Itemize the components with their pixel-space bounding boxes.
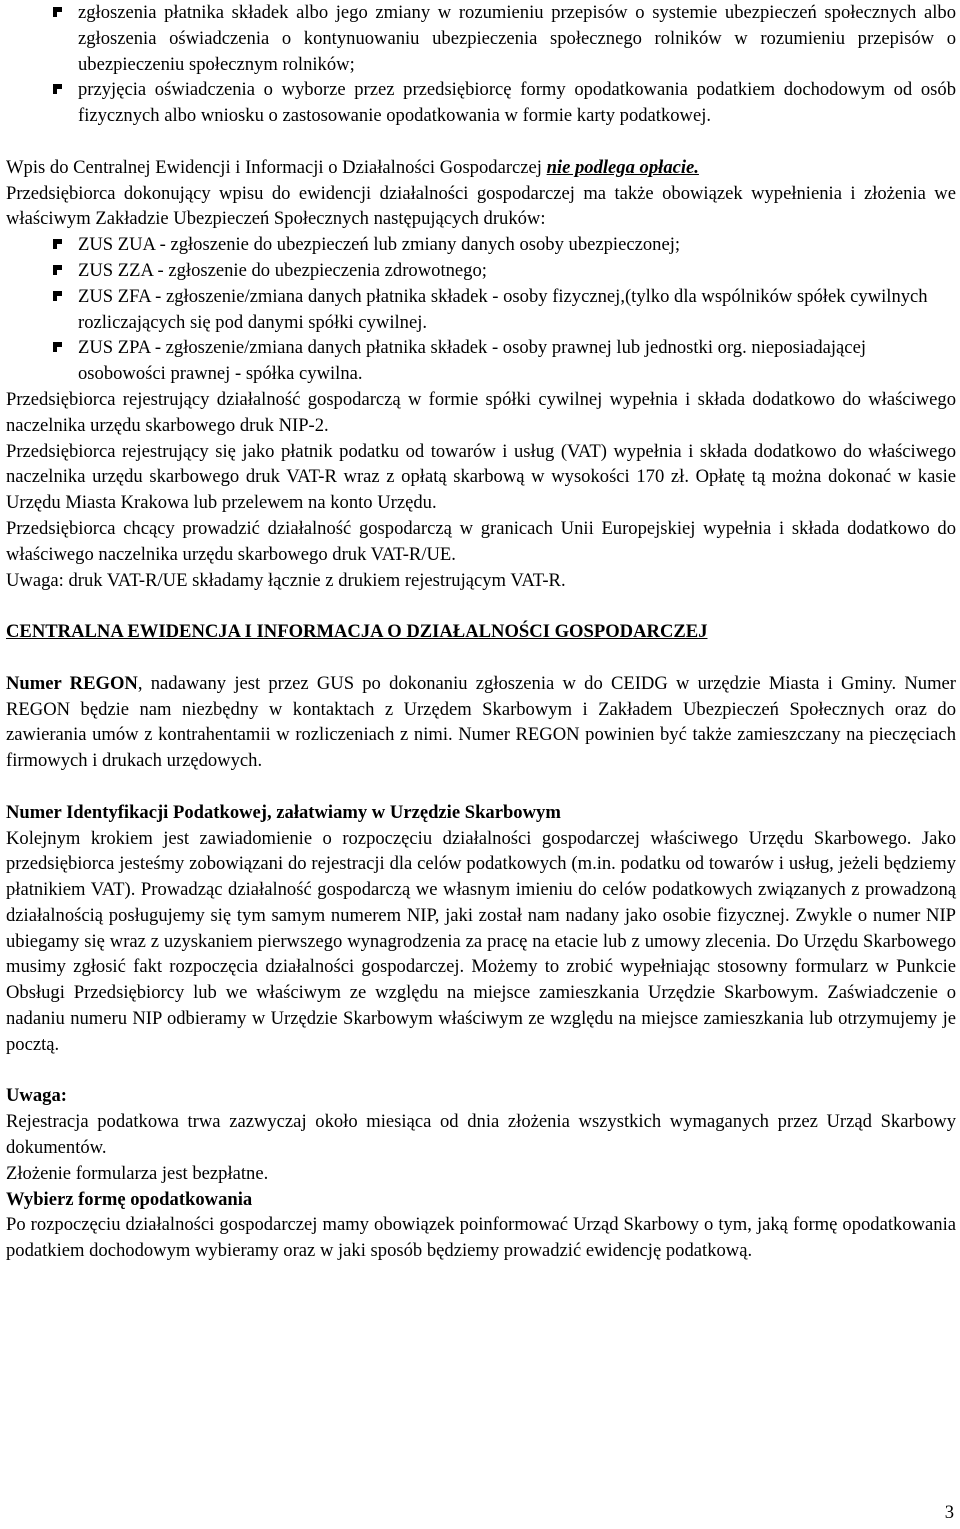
- list-item: [6, 335, 956, 387]
- list-item: [6, 284, 956, 336]
- square-bullet-icon: [53, 84, 62, 94]
- regon-paragraph: Numer REGON, nadawany jest przez GUS po dokonaniu zgłoszenia w do CEIDG w urzędzie Miasta i Gminy. Numer REGON będzie nam niezbędny w kontaktach z Urzędem Skarbowym i Zakładem Ubezpieczeń Społecznych oraz do zawierania umów z kontrahentamii w rozliczeniach z nimi. Numer REGON powinien być także zamieszczany na pieczęciach firmowych i drukach urzędowych.: [6, 672, 957, 772]
- paragraph-note-vat: Uwaga: druk VAT-R/UE składamy łącznie z drukiem rejestrującym VAT-R.: [6, 569, 566, 591]
- document-page: [6, 0, 956, 1264]
- zus-intro-paragraph: Przedsiębiorca dokonujący wpisu do ewidencji działalności gospodarczej ma także obowiązek wypełnienia i złożenia we właściwym Zakładzie Ubezpieczeń Społecznych następujących druków:: [6, 182, 956, 230]
- zus-form-text: ZUS ZZA - zgłoszenie do ubezpieczenia zdrowotnego;: [78, 259, 487, 281]
- paragraph-nip2: Przedsiębiorca rejestrujący działalność gospodarczą w formie spółki cywilnej wypełnia i składa dodatkowo do właściwego naczelnika urzędu skarbowego druk NIP-2.: [6, 388, 956, 436]
- square-bullet-icon: [53, 265, 62, 275]
- list-item: [6, 77, 956, 129]
- zus-form-text: ZUS ZPA - zgłoszenie/zmiana danych płatnika składek - osoby prawnej lub jednostki org. nieposiadającej osobowości prawnej - spółka cywilna.: [78, 337, 866, 385]
- tax-form-heading: Wybierz formę opodatkowania: [6, 1188, 253, 1210]
- square-bullet-icon: [53, 239, 62, 249]
- page-number: 3: [944, 1502, 954, 1523]
- list-item: [6, 0, 956, 77]
- zus-form-text: ZUS ZUA - zgłoszenie do ubezpieczeń lub zmiany danych osoby ubezpieczonej;: [78, 234, 681, 256]
- list-item: [6, 232, 956, 258]
- note-heading: Uwaga:: [6, 1085, 67, 1107]
- fee-emphasis: nie podlega opłacie.: [546, 156, 699, 178]
- square-bullet-icon: [53, 7, 62, 17]
- zus-form-text: ZUS ZFA - zgłoszenie/zmiana danych płatnika składek - osoby fizycznej,(tylko dla wspólników spółek cywilnych rozliczających się pod danymi spółki cywilnej.: [78, 285, 928, 333]
- tax-form-paragraph: Po rozpoczęciu działalności gospodarczej mamy obowiązek poinformować Urząd Skarbowy o tym, jaką formę opodatkowania podatkiem dochodowym wybieramy oraz w jaki sposób będziemy prowadzić ewidencję podatkową.: [6, 1214, 956, 1262]
- regon-label: Numer REGON: [6, 672, 138, 694]
- ceidg-fee-paragraph: Wpis do Centralnej Ewidencji i Informacji o Działalności Gospodarczej nie podlega opłacie.: [6, 156, 699, 178]
- paragraph-vat-r: Przedsiębiorca rejestrujący się jako płatnik podatku od towarów i usług (VAT) wypełnia i składa dodatkowo do właściwego naczelnika urzędu skarbowego druk VAT-R wraz z opłatą skarbową w wysokości 170 zł. Opłatę tą można dokonać w kasie Urzędu Miasta Krakowa lub przelewem na konto Urzędu.: [6, 440, 956, 514]
- note-free: Złożenie formularza jest bezpłatne.: [6, 1162, 269, 1184]
- section-heading: CENTRALNA EWIDENCJA I INFORMACJA O DZIAŁALNOŚCI GOSPODARCZEJ: [6, 621, 708, 643]
- square-bullet-icon: [53, 291, 62, 301]
- list-item: [6, 258, 956, 284]
- bullet-text: przyjęcia oświadczenia o wyborze przez przedsiębiorcę formy opodatkowania podatkiem dochodowym od osób fizycznych albo wniosku o zastosowanie opodatkowania w formie karty podatkowej.: [78, 79, 956, 127]
- square-bullet-icon: [53, 342, 62, 352]
- bullet-text: zgłoszenia płatnika składek albo jego zmiany w rozumieniu przepisów o systemie ubezpieczeń społecznych albo zgłoszenia oświadczenia o kontynuowaniu ubezpieczenia społecznego rolników w rozumieniu przepisów o ubezpieczeniu społecznym rolników;: [78, 2, 956, 75]
- nip-heading: Numer Identyfikacji Podatkowej, załatwiamy w Urzędzie Skarbowym: [6, 801, 561, 823]
- nip-paragraph: Kolejnym krokiem jest zawiadomienie o rozpoczęciu działalności gospodarczej właściwego Urzędu Skarbowego. Jako przedsiębiorca jesteśmy zobowiązani do rejestracji dla celów podatkowych (m.in. podatku od towarów i usług, jeżeli będziemy płatnikiem VAT). Prowadząc działalność gospodarczą we własnym imieniu do celów podatkowych związanych z prowadzoną działalnością posługujemy się tym samym numerem NIP, jaki został nam nadany jako osobie fizycznej. Zwykle o numer NIP ubiegamy się wraz z uzyskaniem pierwszego wynagrodzenia za pracę na etacie lub z umowy zlecenia. Do Urzędu Skarbowego musimy zgłosić fakt rozpoczęcia działalności gospodarczej. Możemy to zrobić wypełniając stosowny formularz w Punkcie Obsługi Przedsiębiorcy lub we właściwym ze względu na miejsce zamieszkania Urzędzie Skarbowym. Zaświadczenie o nadaniu numeru NIP odbieramy w Urzędzie Skarbowym właściwym ze względu na miejsce zamieszkania lub otrzymujemy je pocztą.: [6, 827, 956, 1055]
- paragraph-vat-r-ue: Przedsiębiorca chcący prowadzić działalność gospodarczą w granicach Unii Europejskiej wypełnia i składa dodatkowo do właściwego naczelnika urzędu skarbowego druk VAT-R/UE.: [6, 517, 956, 565]
- note-text: Rejestracja podatkowa trwa zazwyczaj około miesiąca od dnia złożenia wszystkich wymaganych przez Urząd Skarbowy dokumentów.: [6, 1111, 956, 1159]
